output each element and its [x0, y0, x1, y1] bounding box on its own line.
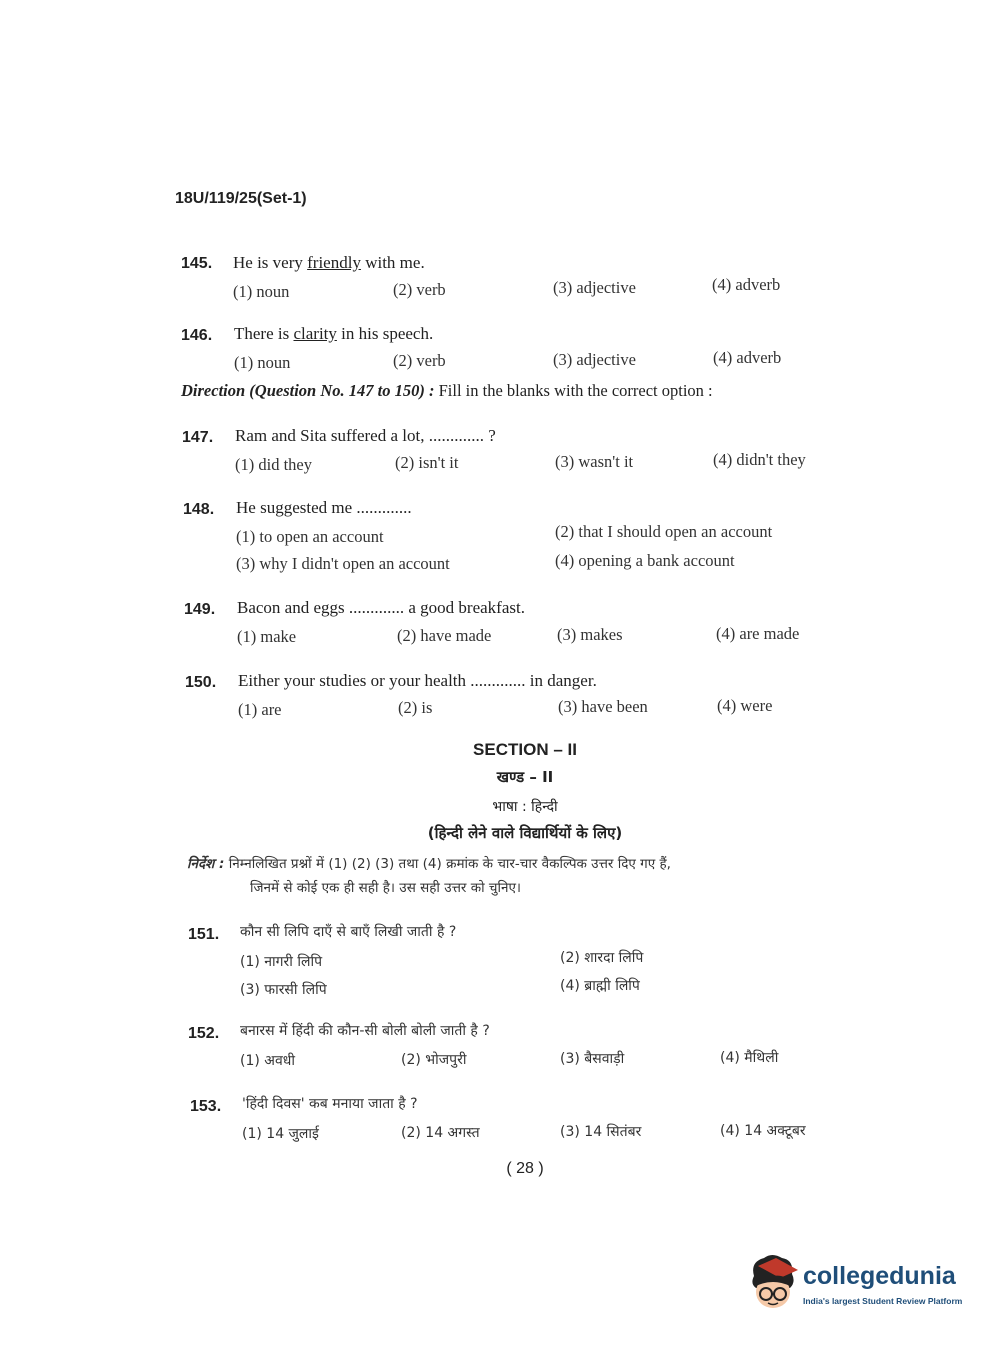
option-2: (2) verb [393, 280, 446, 299]
question-text-pre: He is very [233, 253, 308, 272]
option-2: (2) verb [393, 351, 446, 370]
option-4: (4) adverb [712, 275, 781, 294]
option-3: (3) makes [557, 625, 623, 644]
option-1: (1) अवधी [240, 1053, 295, 1069]
option-4: (4) adverb [713, 348, 782, 367]
option-4: (4) मैथिली [720, 1050, 779, 1066]
instructions-line-1: निम्नलिखित प्रश्नों में (1) (2) (3) तथा (4) क्रमांक के चार-चार वैकल्पिक उत्तर दिए गए हैं, [224, 856, 671, 872]
option-1: (1) to open an account [236, 527, 384, 546]
option-1: (1) noun [233, 282, 290, 301]
question-number: 150. [185, 674, 217, 691]
option-3: (3) 14 सितंबर [560, 1124, 642, 1140]
option-4: (4) opening a bank account [555, 551, 735, 570]
direction-note [181, 381, 713, 401]
audience-note: (हिन्दी लेने वाले विद्यार्थियों के लिए) [427, 824, 623, 842]
question-text [233, 253, 425, 273]
question-number: 147. [182, 429, 214, 446]
option-4: (4) are made [716, 624, 800, 643]
option-1: (1) noun [234, 353, 291, 372]
question-number: 145. [181, 255, 213, 272]
question-text-pre: There is [234, 324, 294, 343]
question-number: 148. [183, 501, 215, 518]
option-3: (3) why I didn't open an account [236, 554, 450, 573]
instructions-label: निर्देश : [187, 856, 225, 872]
option-2: (2) isn't it [395, 453, 459, 472]
option-4: (4) were [717, 696, 773, 715]
option-1: (1) are [238, 700, 282, 719]
option-3: (3) adjective [553, 278, 636, 297]
instructions-line-2: जिनमें से कोई एक ही सही है। उस सही उत्तर को चुनिए। [250, 880, 522, 896]
option-3: (3) wasn't it [555, 452, 634, 471]
option-1: (1) make [237, 627, 297, 646]
option-3: (3) adjective [553, 350, 636, 369]
direction-label: Direction (Question No. 147 to 150) : [181, 381, 435, 400]
underlined-word: clarity [293, 324, 337, 343]
question-text-post: in his speech. [336, 324, 434, 343]
option-3: (3) फारसी लिपि [240, 982, 327, 998]
option-4: (4) didn't they [713, 450, 806, 469]
option-3: (3) बैसवाड़ी [560, 1051, 625, 1067]
paper-code: 18U/119/25(Set-1) [175, 190, 307, 207]
underlined-word: friendly [307, 253, 361, 272]
brand-name: collegedunia [803, 1262, 956, 1290]
question-text: बनारस में हिंदी की कौन-सी बोली बोली जाती है ? [240, 1023, 490, 1039]
option-2: (2) भोजपुरी [401, 1052, 467, 1068]
section-title: SECTION – II [473, 740, 577, 759]
option-2: (2) that I should open an account [555, 522, 773, 541]
direction-text: Fill in the blanks with the correct option : [434, 381, 713, 400]
option-2: (2) 14 अगस्त [401, 1125, 480, 1141]
option-4: (4) 14 अक्टूबर [720, 1123, 806, 1139]
instructions-hindi [187, 852, 877, 900]
option-1: (1) नागरी लिपि [240, 954, 323, 970]
question-text-post: with me. [360, 253, 425, 272]
question-text: Either your studies or your health ............. in danger. [238, 671, 597, 690]
question-number: 146. [181, 327, 213, 344]
brand-tagline: India's largest Student Review Platform [803, 1296, 963, 1306]
question-text: 'हिंदी दिवस' कब मनाया जाता है ? [242, 1096, 418, 1112]
language-label: भाषा : हिन्दी [492, 799, 558, 815]
mascot-logo-icon [742, 1252, 804, 1314]
option-1: (1) did they [235, 455, 312, 474]
option-1: (1) 14 जुलाई [242, 1126, 319, 1142]
section-title-hindi: खण्ड – II [496, 768, 554, 786]
question-text: He suggested me ............. [236, 498, 412, 517]
question-number: 153. [190, 1098, 222, 1115]
option-2: (2) have made [397, 626, 492, 645]
question-text [234, 324, 433, 344]
question-text: कौन सी लिपि दाएँ से बाएँ लिखी जाती है ? [240, 924, 457, 940]
question-number: 149. [184, 601, 216, 618]
question-number: 152. [188, 1025, 220, 1042]
question-text: Bacon and eggs ............. a good breakfast. [237, 598, 525, 617]
question-number: 151. [188, 926, 220, 943]
option-4: (4) ब्राह्मी लिपि [560, 978, 640, 994]
option-2: (2) is [398, 698, 433, 717]
option-2: (2) शारदा लिपि [560, 950, 644, 966]
option-3: (3) have been [558, 697, 648, 716]
question-text: Ram and Sita suffered a lot, ............. ? [235, 426, 496, 445]
page-number: ( 28 ) [506, 1160, 544, 1177]
